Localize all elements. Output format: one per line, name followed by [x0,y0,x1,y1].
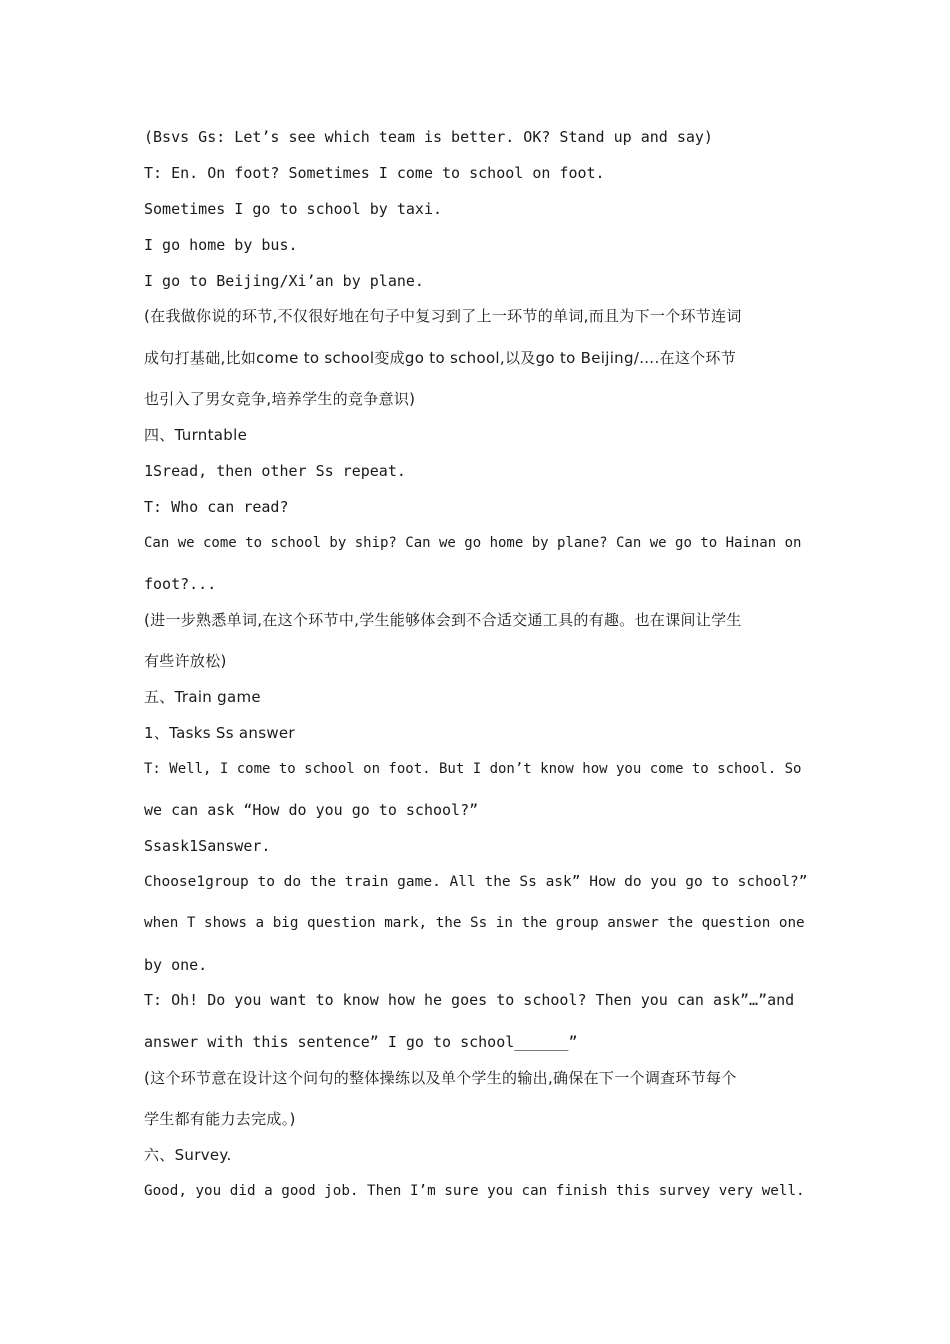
text-line-4: I go home by bus. [144,236,298,254]
section-heading-turntable: 四、Turntable [144,426,248,444]
text-line-10: 1Sread, then other Ss repeat. [144,462,406,480]
text-line-2: T: En. On foot? Sometimes I come to school on foot. [144,164,605,182]
text-line-19: we can ask “How do you go to school?” [144,801,479,819]
text-line-13: foot?... [144,575,217,593]
section-heading-train-game: 五、Train game [144,688,261,706]
text-line-15: 有些许放松) [144,652,227,670]
text-line-27: 学生都有能力去完成。) [144,1110,296,1128]
text-line-18: T: Well, I come to school on foot. But I don’t know how you come to school. So [144,761,802,777]
text-line-24: T: Oh! Do you want to know how he goes to school? Then you can ask”…”and [144,991,795,1009]
text-line-14: (进一步熟悉单词,在这个环节中,学生能够体会到不合适交通工具的有趣。也在课间让学生 [144,611,742,629]
text-line-29: Good, you did a good job. Then I’m sure you can finish this survey very well. [144,1183,805,1199]
text-line-25: answer with this sentence” I go to school______” [144,1033,578,1051]
text-line-8: 也引入了男女竞争,培养学生的竞争意识) [144,390,416,408]
text-line-17: 1、Tasks Ss answer [144,724,295,742]
text-line-7: 成句打基础,比如come to school变成go to school,以及go to Beijing/….在这个环节 [144,349,737,367]
text-line-26: (这个环节意在设计这个问句的整体操练以及单个学生的输出,确保在下一个调查环节每个 [144,1069,737,1087]
text-line-22: when T shows a big question mark, the Ss in the group answer the question one [144,915,805,931]
text-line-6: (在我做你说的环节,不仅很好地在句子中复习到了上一环节的单词,而且为下一个环节连词 [144,307,742,325]
section-heading-survey: 六、Survey. [144,1146,232,1164]
text-line-12: Can we come to school by ship? Can we go home by plane? Can we go to Hainan on [144,535,802,551]
text-line-21: Choose1group to do the train game. All the Ss ask” How do you go to school?” [144,874,808,890]
text-line-23: by one. [144,956,208,974]
text-line-11: T: Who can read? [144,498,289,516]
text-line-5: I go to Beijing/Xi’an by plane. [144,272,424,290]
text-line-20: Ssask1Sanswer. [144,837,271,855]
text-line-1: (Bsvs Gs: Let’s see which team is better. OK? Stand up and say) [144,128,713,146]
text-line-3: Sometimes I go to school by taxi. [144,200,443,218]
